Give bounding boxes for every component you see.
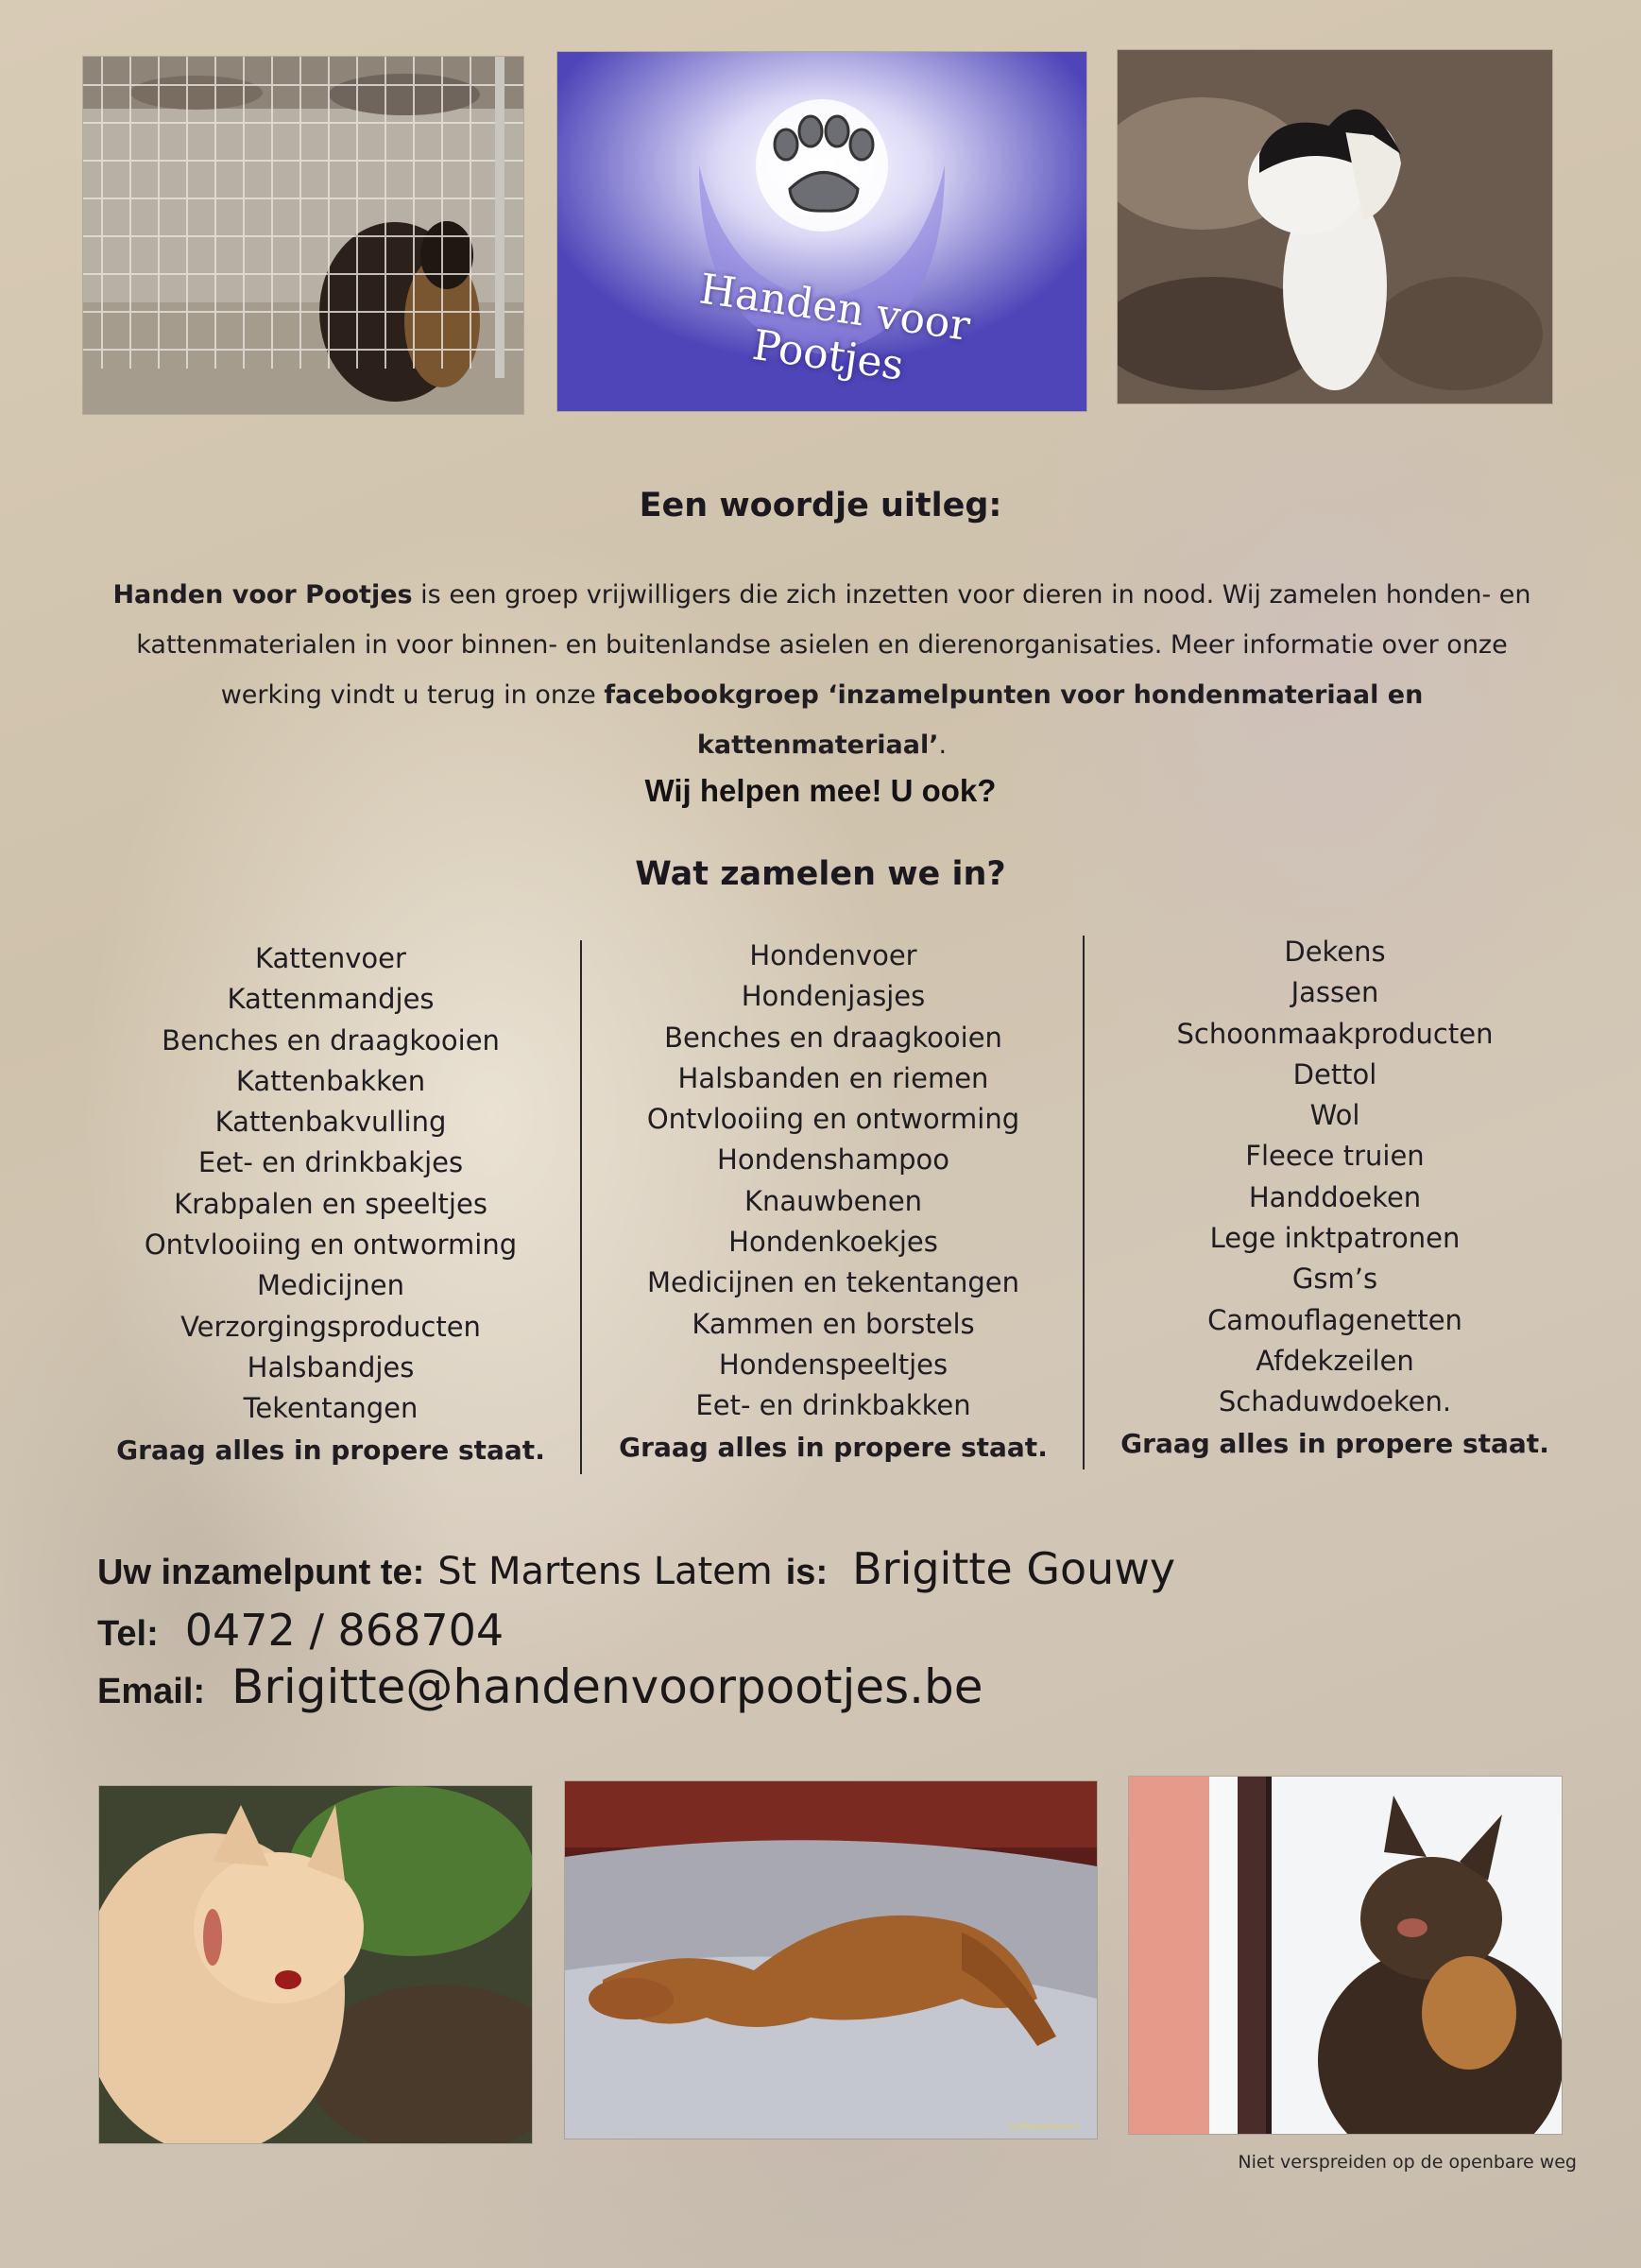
facebook-group-name: facebookgroep ‘inzamelpunten voor hondenmateriaal en kattenmateriaal’: [604, 680, 1424, 760]
list-item: Lege inktpatronen: [1209, 1222, 1461, 1255]
intro-text: is een groep vrijwilligers die zich inzetten voor dieren in nood. Wij zamelen honden- en kattenmaterialen in voor binnen- en buitenlandse asielen en dierenorganisaties. Meer informatie over onze werking vindt u terug in onze: [136, 580, 1531, 710]
photo-watermark-text: LUPNederland.nl: [1009, 2122, 1080, 2132]
list-item: Eet- en drinkbakken: [695, 1389, 971, 1422]
list-item: Handdoeken: [1248, 1180, 1422, 1213]
list-item: Kammen en borstels: [692, 1307, 975, 1340]
column-divider: [580, 940, 582, 1474]
list-item: Tekentangen: [243, 1392, 419, 1425]
tel-label: Tel:: [97, 1614, 159, 1654]
is-label: is:: [785, 1553, 829, 1592]
list-item: Hondenjasjes: [741, 980, 926, 1013]
list-item: Hondenvoer: [749, 939, 917, 971]
list-item: Kattenbakken: [235, 1064, 426, 1097]
list-item: Hondenshampoo: [717, 1143, 949, 1177]
list-item: Dettol: [1292, 1057, 1377, 1091]
list-item: Ontvlooiing en ontworming: [646, 1103, 1020, 1136]
list-item: Hondenspeeltjes: [718, 1348, 949, 1381]
list-item: Camouflagenetten: [1207, 1303, 1462, 1336]
list-item: Ontvlooiing en ontworming: [144, 1228, 518, 1262]
photo-cat-in-snow: [1129, 1777, 1562, 2134]
photo-emaciated-dog: [565, 1781, 1097, 2139]
point-label: Uw inzamelpunt te:: [97, 1553, 425, 1592]
list-item: Schoonmaakproducten: [1176, 1017, 1494, 1050]
intro-end: .: [938, 730, 948, 760]
list-item: Wol: [1309, 1099, 1360, 1132]
list-item: Kattenmandjes: [227, 983, 435, 1016]
heading-collect: Wat zamelen we in?: [635, 855, 1006, 893]
list-item: Kattenbakvulling: [214, 1106, 447, 1139]
list-item: Medicijnen: [257, 1269, 404, 1302]
contact-person: Brigitte Gouwy: [852, 1543, 1176, 1594]
list-item: Jassen: [1291, 976, 1379, 1009]
list-closing-note: Graag alles in propere staat.: [619, 1431, 1048, 1463]
photo-black-white-cat: [1118, 50, 1552, 404]
contact-tel-line: [97, 1602, 1514, 1662]
list-item: Benches en draagkooien: [664, 1021, 1002, 1054]
point-location: St Martens Latem: [437, 1550, 773, 1593]
list-dog-items: [583, 936, 1084, 1468]
list-item: Halsbandjes: [247, 1350, 415, 1383]
heading-explanation: Een woordje uitleg:: [639, 487, 1002, 524]
photo-injured-ginger-cat: [99, 1786, 532, 2143]
list-closing-note: Graag alles in propere staat.: [116, 1434, 545, 1466]
list-item: Afdekzeilen: [1256, 1344, 1414, 1377]
list-item: Fleece truien: [1245, 1140, 1425, 1173]
list-item: Medicijnen en tekentangen: [647, 1266, 1019, 1299]
intro-paragraph: [94, 570, 1549, 770]
list-item: Gsm’s: [1291, 1263, 1378, 1296]
list-item: Knauwbenen: [744, 1184, 923, 1217]
contact-point-line: [97, 1540, 1514, 1601]
logo-text: Handen voor Pootjes: [696, 265, 973, 390]
contact-email-line: [97, 1658, 1514, 1720]
email-label: Email:: [97, 1672, 206, 1711]
list-item: Eet- en drinkbakjes: [197, 1146, 464, 1179]
list-item: Benches en draagkooien: [162, 1023, 500, 1057]
list-item: Halsbanden en riemen: [677, 1061, 989, 1094]
photo-dog-in-cage: [83, 57, 523, 414]
list-item: Schaduwdoeken.: [1218, 1385, 1452, 1418]
tel-value: 0472 / 868704: [184, 1605, 504, 1656]
list-item: Kattenvoer: [255, 942, 406, 974]
list-item: Krabpalen en speeltjes: [174, 1187, 487, 1220]
list-item: Dekens: [1284, 936, 1386, 968]
list-item: Verzorgingsproducten: [180, 1310, 481, 1343]
footnote: Niet verspreiden op de openbare weg: [1238, 2152, 1577, 2173]
list-general-items: [1085, 932, 1585, 1464]
list-closing-note: Graag alles in propere staat.: [1120, 1427, 1549, 1459]
slogan: Wij helpen mee! U ook?: [644, 773, 997, 808]
list-item: Hondenkoekjes: [728, 1226, 938, 1259]
email-value: Brigitte@handenvoorpootjes.be: [231, 1659, 983, 1714]
list-cat-items: [80, 938, 581, 1470]
org-name: Handen voor Pootjes: [112, 580, 413, 610]
